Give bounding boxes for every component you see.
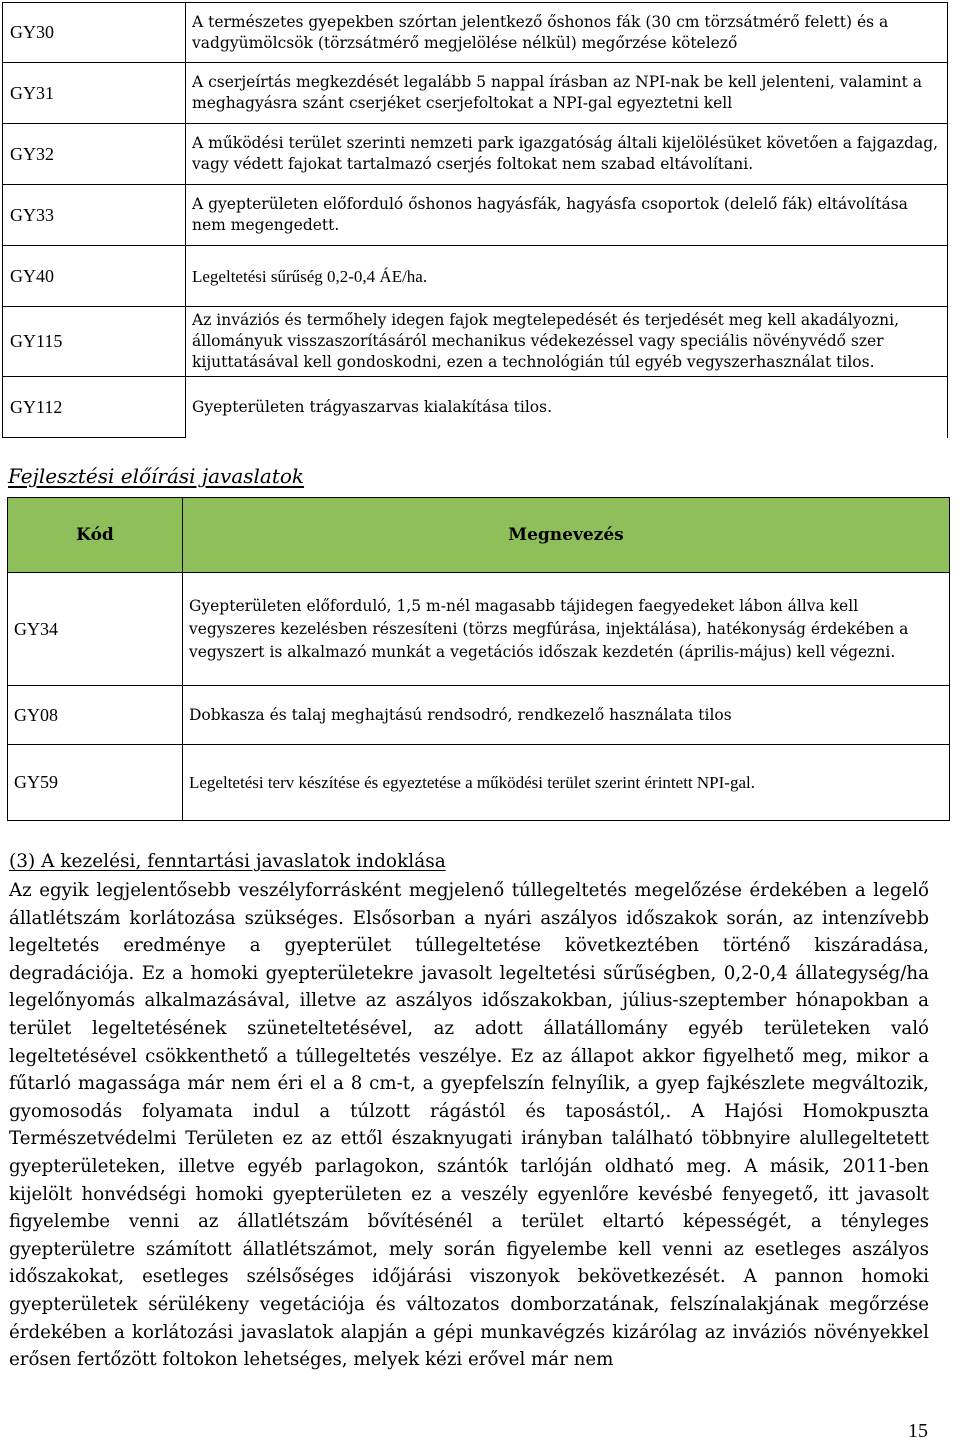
table-row xyxy=(3,63,948,124)
row-code: GY30 xyxy=(3,3,186,63)
table-row xyxy=(8,686,950,745)
row-description: Gyepterületen trágyaszarvas kialakítása tilos. xyxy=(186,377,948,438)
prescriptions-table xyxy=(2,2,948,438)
table-row xyxy=(3,377,948,438)
row-description: A cserjeírtás megkezdését legalább 5 nappal írásban az NPI-nak be kell jelenteni, valamint a meghagyásra szánt cserjéket cserjefoltokat a NPI-gal egyeztetni kell xyxy=(186,63,948,124)
row-code: GY112 xyxy=(3,377,186,438)
row-code: GY32 xyxy=(3,124,186,185)
table-header-row xyxy=(8,498,950,573)
row-description: A működési terület szerinti nemzeti park igazgatóság általi kijelölésüket követően a fajgazdag, vagy védett fajokat tartalmazó cserjés foltokat nem szabad eltávolítani. xyxy=(186,124,948,185)
table-row xyxy=(3,307,948,377)
table-row xyxy=(8,745,950,821)
row-code: GY59 xyxy=(8,745,183,821)
column-header-name: Megnevezés xyxy=(183,498,950,573)
row-description: Dobkasza és talaj meghajtású rendsodró, rendkezelő használata tilos xyxy=(183,686,950,745)
table-row xyxy=(3,3,948,63)
row-description: A gyepterületen előforduló őshonos hagyásfák, hagyásfa csoportok (delelő fák) eltávolítása nem megengedett. xyxy=(186,185,948,246)
table-row xyxy=(8,573,950,686)
page-number: 15 xyxy=(908,1420,928,1442)
table-row xyxy=(3,124,948,185)
row-code: GY08 xyxy=(8,686,183,745)
row-code: GY31 xyxy=(3,63,186,124)
row-description: Az inváziós és termőhely idegen fajok megtelepedését és terjedését meg kell akadályozni, állományuk visszaszorításáról mechanikus védekezéssel vagy speciális növényvédő szer kijuttatásával kell gondoskodni, ezen a technológián túl egyéb vegyszerhasználat tilos. xyxy=(186,307,948,377)
row-code: GY33 xyxy=(3,185,186,246)
subsection-heading: (3) A kezelési, fenntartási javaslatok indoklása xyxy=(9,851,446,872)
row-code: GY40 xyxy=(3,246,186,307)
column-header-code: Kód xyxy=(8,498,183,573)
row-description: Legeltetési sűrűség 0,2-0,4 ÁE/ha. xyxy=(186,246,948,307)
development-proposals-table xyxy=(7,497,950,821)
row-code: GY115 xyxy=(3,307,186,377)
row-code: GY34 xyxy=(8,573,183,686)
table-row xyxy=(3,246,948,307)
row-description: Gyepterületen előforduló, 1,5 m-nél magasabb tájidegen faegyedeket lábon állva kell vegyszeres kezelésben részesíteni (törzs megfúrása, injektálása), hatékonyság érdekében a vegyszert is alkalmazó munkát a vegetációs időszak kezdetén (április-május) kell végezni. xyxy=(183,573,950,686)
row-description: A természetes gyepekben szórtan jelentkező őshonos fák (30 cm törzsátmérő felett) és a vadgyümölcsök (törzsátmérő megjelölése nélkül) megőrzése kötelező xyxy=(186,3,948,63)
row-description: Legeltetési terv készítése és egyeztetése a működési terület szerint érintett NPI-gal. xyxy=(183,745,950,821)
section-title: Fejlesztési előírási javaslatok xyxy=(8,464,305,488)
table-row xyxy=(3,185,948,246)
body-paragraph: Az egyik legjelentősebb veszélyforrásként megjelenő túllegeltetés megelőzése érdekében a legelő állatlétszám korlátozása szükséges. Elsősorban a nyári aszályos időszakok során, az intenzívebb legeltetés eredménye a gyepterület túllegeltetése következtében történő kiszáradása, degradációja. Ez a homoki gyepterületekre javasolt legeltetési sűrűségben, 0,2-0,4 állategység/ha legelőnyomás alkalmazásával, illetve az aszályos időszakokban, július-szeptember hónapokban a terület legeltetésének szüneteltetésével, az adott állatállomány egyéb területeken való legeltetésével csökkenthető a túllegeltetés veszélye. Ez az állapot akkor figyelhető meg, mikor a fűtarló magassága már nem éri el a 8 cm-t, a gyepfelszín felnyílik, a gyep fajkészlete megváltozik, gyomosodás folyamata indul a túlzott rágástól és taposástól,. A Hajósi Homokpuszta Természetvédelmi Területen ez az ettől északnyugati irányban található többnyire alullegeltetett gyepterületeken, illetve egyéb parlagokon, szántók tarlóján oldható meg. A másik, 2011-ben kijelölt honvédségi homoki gyepterületen ez a veszély egyenlőre kevésbé fenyegető, itt javasolt figyelembe venni az állatlétszám bővítésénél a terület eltartó képességét, a tényleges gyepterületre számított állatlétszámot, mely során figyelembe kell venni az esetleges aszályos időszakokat, esetleges szélsőséges időjárási viszonyok bekövetkezését. A pannon homoki gyepterületek sérülékeny vegetációja és változatos domborzatának, felszínalakjának megőrzése érdekében a korlátozási javaslatok alapján a gépi munkavégzés kizárólag az inváziós növényekkel erősen fertőzött foltokon lehetséges, melyek kézi erővel már nem xyxy=(9,880,929,1371)
